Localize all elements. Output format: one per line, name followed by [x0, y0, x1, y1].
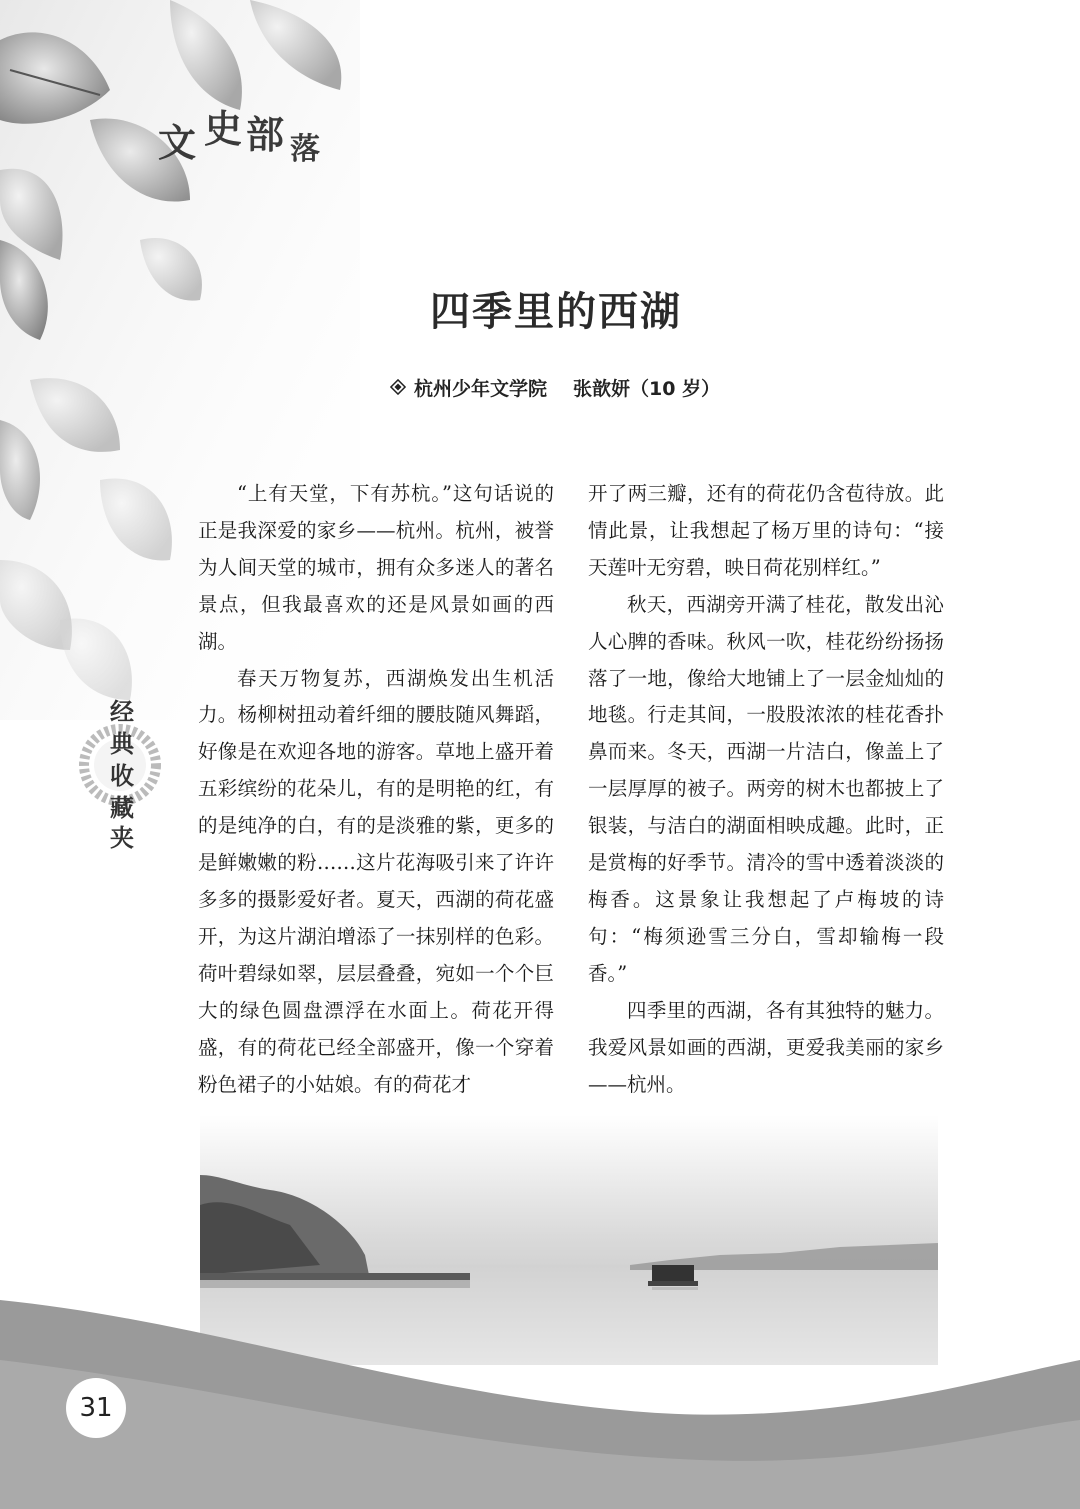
page-number-badge — [66, 1378, 126, 1438]
side-tag-char: 夹 — [110, 824, 134, 852]
side-tag-char: 典 — [110, 730, 134, 758]
page-number: 31 — [79, 1393, 113, 1423]
side-tag-char: 藏 — [110, 794, 134, 822]
article-left-column — [198, 476, 554, 1103]
column-tag-char: 文 — [158, 121, 197, 165]
paragraph: 春天万物复苏，西湖焕发出生机活力。杨柳树扭动着纤细的腰肢随风舞蹈，好像是在欢迎各地的游客。草地上盛开着五彩缤纷的花朵儿，有的是明艳的红，有的是纯净的白，有的是淡雅的紫，更多的是鲜嫩嫩的粉……这片花海吸引来了许许多多的摄影爱好者。夏天，西湖的荷花盛开，为这片湖泊增添了一抹别样的色彩。荷叶碧绿如翠，层层叠叠，宛如一个个巨大的绿色圆盘漂浮在水面上。荷花开得盛，有的荷花已经全部盛开，像一个穿着粉色裙子的小姑娘。有的荷花才 — [198, 666, 554, 1096]
column-tag — [150, 98, 350, 168]
article-title: 四季里的西湖 — [430, 289, 682, 335]
side-column-tag — [70, 680, 170, 850]
column-tag-char: 部 — [246, 113, 285, 157]
paragraph: 秋天，西湖旁开满了桂花，散发出沁人心脾的香味。秋风一吹，桂花纷纷扬扬落了一地，像给大地铺上了一层金灿灿的地毯。行走其间，一股股浓浓的桂花香扑鼻而来。冬天，西湖一片洁白，像盖上了一层厚厚的被子。两旁的树木也都披上了银装，与洁白的湖面相映成趣。此时，正是赏梅的好季节。清冷的雪中透着淡淡的梅香。这景象让我想起了卢梅坡的诗句：“梅须逊雪三分白，雪却输梅一段香。” — [588, 592, 944, 985]
side-tag-char: 收 — [110, 762, 134, 790]
byline — [390, 372, 720, 402]
diamond-bullet-icon — [390, 379, 406, 395]
side-tag-char: 经 — [110, 698, 134, 726]
paragraph: 开了两三瓣，还有的荷花仍含苞待放。此情此景，让我想起了杨万里的诗句：“接天莲叶无穷碧，映日荷花别样红。” — [588, 482, 944, 579]
author-school: 杭州少年文学院 — [414, 377, 548, 400]
article-right-column — [588, 476, 944, 1103]
paragraph: 四季里的西湖，各有其独特的魅力。我爱风景如画的西湖，更爱我美丽的家乡——杭州。 — [588, 998, 944, 1096]
author-name: 张歆妍（10 岁） — [573, 377, 721, 400]
paragraph: “上有天堂，下有苏杭。”这句话说的正是我深爱的家乡——杭州。杭州，被誉为人间天堂的城市，拥有众多迷人的著名景点，但我最喜欢的还是风景如画的西湖。 — [198, 482, 554, 653]
column-tag-char: 落 — [290, 132, 320, 167]
footer-wave — [0, 1300, 1080, 1509]
column-tag-char: 史 — [204, 107, 243, 151]
